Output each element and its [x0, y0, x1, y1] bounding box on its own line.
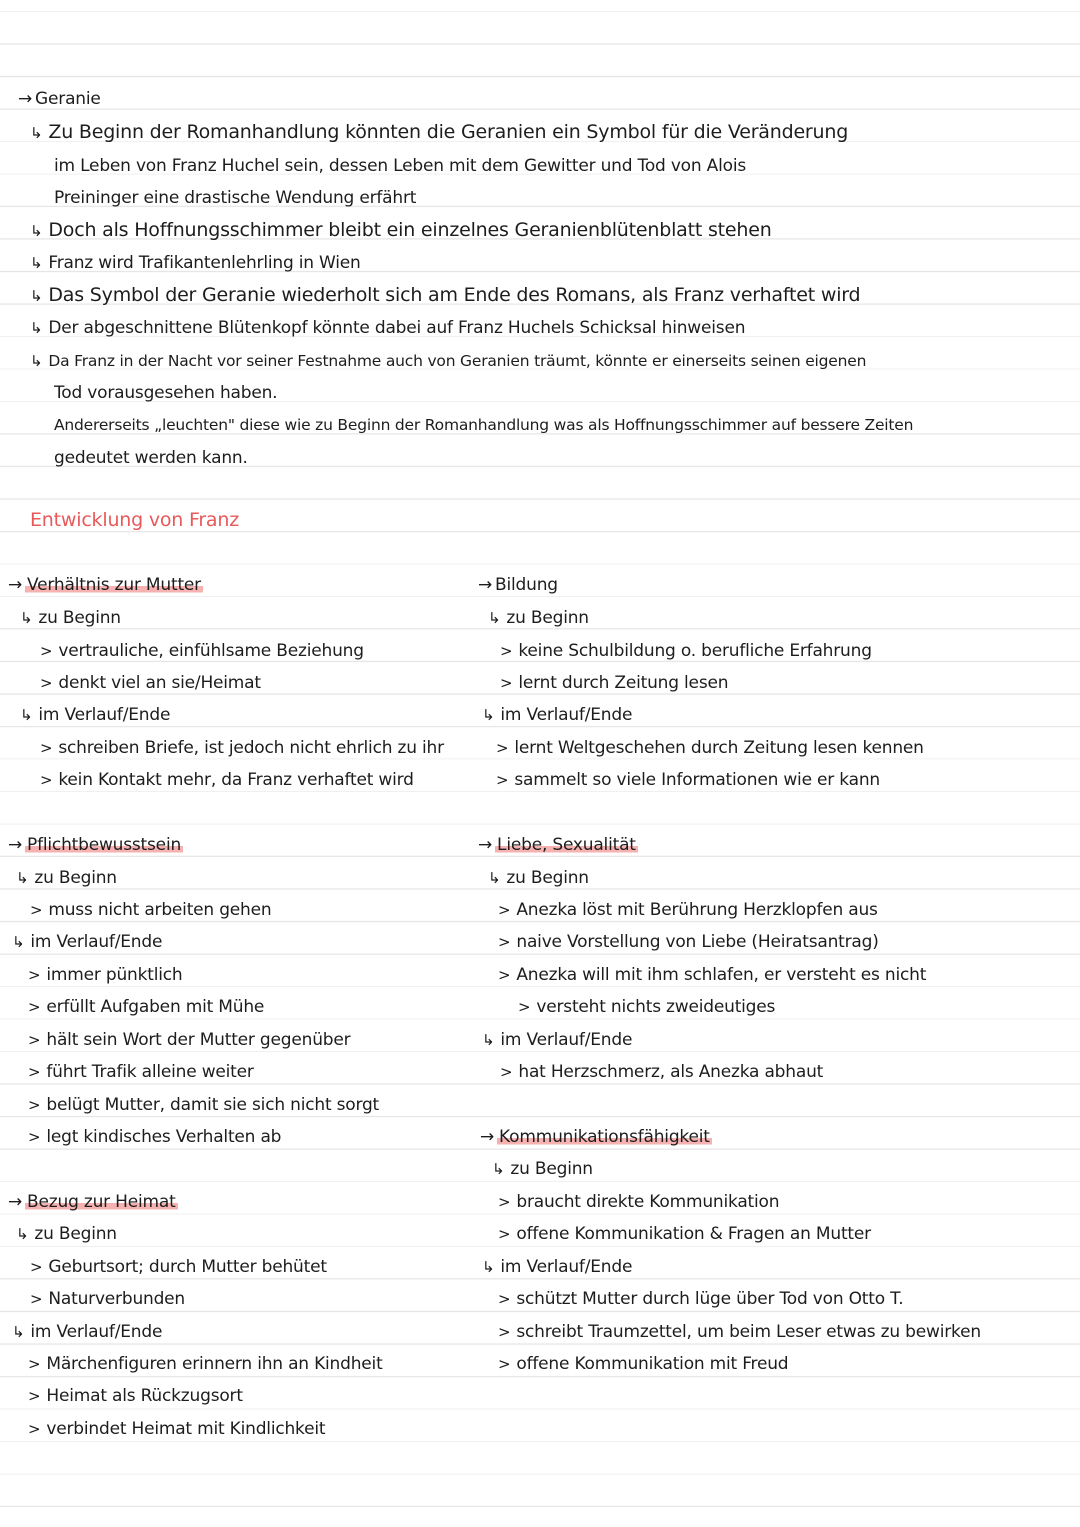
kommunikation-verlauf-item-3: > offene Kommunikation mit Freud [498, 1354, 789, 1374]
section-title: Entwicklung von Franz [30, 509, 239, 531]
hook-arrow-icon: ↳ [488, 609, 501, 627]
arrow-right-icon: → [8, 575, 23, 595]
liebe-beginn-item-2: > naive Vorstellung von Liebe (Heiratsantrag) [498, 932, 879, 952]
geranie-line-10: Andererseits „leuchten" diese wie zu Beginn der Romanhandlung was als Hoffnungsschimmer auf bessere Zeiten [54, 416, 914, 434]
kommunikation-heading: → Kommunikationsfähigkeit [480, 1127, 710, 1147]
geranie-line-2: im Leben von Franz Huchel sein, dessen Leben mit dem Gewitter und Tod von Alois [54, 156, 746, 176]
bildung-verlauf-item-2: > sammelt so viele Informationen wie er kann [496, 770, 881, 790]
chevron-right-icon: > [498, 1355, 511, 1373]
kommunikation-beginn-item-1: > braucht direkte Kommunikation [498, 1192, 780, 1212]
kommunikation-verlauf-label: ↳ im Verlauf/Ende [482, 1257, 633, 1277]
hook-arrow-icon: ↳ [488, 869, 501, 887]
arrow-right-icon: → [480, 1127, 495, 1147]
chevron-right-icon: > [28, 1063, 41, 1081]
chevron-right-icon: > [498, 1193, 511, 1211]
liebe-beginn-subitem-1: > versteht nichts zweideutiges [518, 997, 776, 1017]
chevron-right-icon: > [500, 642, 513, 660]
chevron-right-icon: > [28, 1420, 41, 1438]
mutter-beginn-item-2: > denkt viel an sie/Heimat [40, 673, 261, 693]
geranie-line-9: Tod vorausgesehen haben. [54, 383, 278, 403]
bildung-verlauf-item-1: > lernt Weltgeschehen durch Zeitung lesen kennen [496, 738, 924, 758]
kommunikation-verlauf-item-2: > schreibt Traumzettel, um beim Leser etwas zu bewirken [498, 1322, 981, 1342]
chevron-right-icon: > [498, 901, 511, 919]
bildung-beginn-item-1: > keine Schulbildung o. berufliche Erfahrung [500, 641, 872, 661]
hook-arrow-icon: ↳ [30, 287, 43, 305]
pflicht-verlauf-item-5: > belügt Mutter, damit sie sich nicht sorgt [28, 1095, 380, 1115]
liebe-verlauf-label: ↳ im Verlauf/Ende [482, 1030, 633, 1050]
arrow-right-icon: → [8, 1192, 23, 1212]
chevron-right-icon: > [498, 933, 511, 951]
hook-arrow-icon: ↳ [16, 1225, 29, 1243]
chevron-right-icon: > [30, 1258, 43, 1276]
bildung-beginn-item-2: > lernt durch Zeitung lesen [500, 673, 729, 693]
chevron-right-icon: > [498, 1323, 511, 1341]
chevron-right-icon: > [496, 739, 509, 757]
geranie-heading: → Geranie [18, 89, 101, 109]
mutter-beginn-item-1: > vertrauliche, einfühlsame Beziehung [40, 641, 364, 661]
pflicht-verlauf-item-4: > führt Trafik alleine weiter [28, 1062, 254, 1082]
geranie-line-6: ↳ Das Symbol der Geranie wiederholt sich am Ende des Romans, als Franz verhaftet wird [30, 284, 861, 306]
liebe-verlauf-item-1: > hat Herzschmerz, als Anezka abhaut [500, 1062, 824, 1082]
geranie-line-8: ↳ Da Franz in der Nacht vor seiner Festnahme auch von Geranien träumt, könnte er einerseits seinen eigenen [30, 352, 867, 370]
hook-arrow-icon: ↳ [482, 1031, 495, 1049]
geranie-line-7: ↳ Der abgeschnittene Blütenkopf könnte dabei auf Franz Huchels Schicksal hinweisen [30, 318, 746, 338]
mutter-verlauf-label: ↳ im Verlauf/Ende [20, 705, 171, 725]
liebe-beginn-item-1: > Anezka löst mit Berührung Herzklopfen aus [498, 900, 878, 920]
geranie-line-4: ↳ Doch als Hoffnungsschimmer bleibt ein einzelnes Geranienblütenblatt stehen [30, 219, 772, 241]
chevron-right-icon: > [496, 771, 509, 789]
hook-arrow-icon: ↳ [30, 254, 43, 272]
pflicht-verlauf-item-2: > erfüllt Aufgaben mit Mühe [28, 997, 265, 1017]
chevron-right-icon: > [518, 998, 531, 1016]
heimat-verlauf-item-3: > verbindet Heimat mit Kindlichkeit [28, 1419, 326, 1439]
mutter-verlauf-item-2: > kein Kontakt mehr, da Franz verhaftet wird [40, 770, 414, 790]
chevron-right-icon: > [30, 1290, 43, 1308]
arrow-right-icon: → [8, 835, 23, 855]
pflicht-beginn-label: ↳ zu Beginn [16, 868, 117, 888]
hook-arrow-icon: ↳ [30, 222, 43, 240]
hook-arrow-icon: ↳ [12, 933, 25, 951]
hook-arrow-icon: ↳ [30, 352, 43, 370]
pflicht-beginn-item-1: > muss nicht arbeiten gehen [30, 900, 272, 920]
geranie-line-3: Preininger eine drastische Wendung erfährt [54, 188, 417, 208]
chevron-right-icon: > [28, 998, 41, 1016]
heimat-verlauf-label: ↳ im Verlauf/Ende [12, 1322, 163, 1342]
pflicht-verlauf-label: ↳ im Verlauf/Ende [12, 932, 163, 952]
chevron-right-icon: > [28, 966, 41, 984]
chevron-right-icon: > [28, 1355, 41, 1373]
heimat-beginn-label: ↳ zu Beginn [16, 1224, 117, 1244]
geranie-line-1: ↳ Zu Beginn der Romanhandlung könnten die Geranien ein Symbol für die Veränderung [30, 121, 849, 143]
heimat-verlauf-item-1: > Märchenfiguren erinnern ihn an Kindheit [28, 1354, 383, 1374]
pflicht-verlauf-item-3: > hält sein Wort der Mutter gegenüber [28, 1030, 351, 1050]
hook-arrow-icon: ↳ [20, 706, 33, 724]
pflicht-heading: → Pflichtbewusstsein [8, 835, 182, 855]
pflicht-verlauf-item-6: > legt kindisches Verhalten ab [28, 1127, 282, 1147]
chevron-right-icon: > [28, 1128, 41, 1146]
chevron-right-icon: > [40, 642, 53, 660]
bildung-beginn-label: ↳ zu Beginn [488, 608, 589, 628]
hook-arrow-icon: ↳ [482, 1258, 495, 1276]
geranie-line-11: gedeutet werden kann. [54, 448, 248, 468]
heimat-verlauf-item-2: > Heimat als Rückzugsort [28, 1386, 243, 1406]
chevron-right-icon: > [28, 1031, 41, 1049]
chevron-right-icon: > [498, 1290, 511, 1308]
chevron-right-icon: > [498, 1225, 511, 1243]
hook-arrow-icon: ↳ [492, 1160, 505, 1178]
hook-arrow-icon: ↳ [30, 319, 43, 337]
liebe-heading: → Liebe, Sexualität [478, 835, 636, 855]
liebe-beginn-item-3: > Anezka will mit ihm schlafen, er versteht es nicht [498, 965, 927, 985]
heimat-beginn-item-1: > Geburtsort; durch Mutter behütet [30, 1257, 327, 1277]
kommunikation-verlauf-item-1: > schützt Mutter durch lüge über Tod von Otto T. [498, 1289, 904, 1309]
chevron-right-icon: > [40, 771, 53, 789]
mutter-heading: → Verhältnis zur Mutter [8, 575, 201, 595]
geranie-line-5: ↳ Franz wird Trafikantenlehrling in Wien [30, 253, 361, 273]
chevron-right-icon: > [40, 674, 53, 692]
chevron-right-icon: > [500, 1063, 513, 1081]
chevron-right-icon: > [498, 966, 511, 984]
bildung-verlauf-label: ↳ im Verlauf/Ende [482, 705, 633, 725]
kommunikation-beginn-item-2: > offene Kommunikation & Fragen an Mutter [498, 1224, 871, 1244]
chevron-right-icon: > [28, 1096, 41, 1114]
heimat-beginn-item-2: > Naturverbunden [30, 1289, 186, 1309]
mutter-verlauf-item-1: > schreiben Briefe, ist jedoch nicht ehrlich zu ihr [40, 738, 444, 758]
arrow-right-icon: → [18, 89, 33, 109]
liebe-beginn-label: ↳ zu Beginn [488, 868, 589, 888]
hook-arrow-icon: ↳ [30, 124, 43, 142]
mutter-beginn-label: ↳ zu Beginn [20, 608, 121, 628]
bildung-heading: → Bildung [478, 575, 558, 595]
hook-arrow-icon: ↳ [12, 1323, 25, 1341]
arrow-right-icon: → [478, 575, 493, 595]
hook-arrow-icon: ↳ [20, 609, 33, 627]
chevron-right-icon: > [500, 674, 513, 692]
arrow-right-icon: → [478, 835, 493, 855]
kommunikation-beginn-label: ↳ zu Beginn [492, 1159, 593, 1179]
hook-arrow-icon: ↳ [482, 706, 495, 724]
chevron-right-icon: > [30, 901, 43, 919]
chevron-right-icon: > [40, 739, 53, 757]
pflicht-verlauf-item-1: > immer pünktlich [28, 965, 183, 985]
heimat-heading: → Bezug zur Heimat [8, 1192, 176, 1212]
chevron-right-icon: > [28, 1387, 41, 1405]
hook-arrow-icon: ↳ [16, 869, 29, 887]
